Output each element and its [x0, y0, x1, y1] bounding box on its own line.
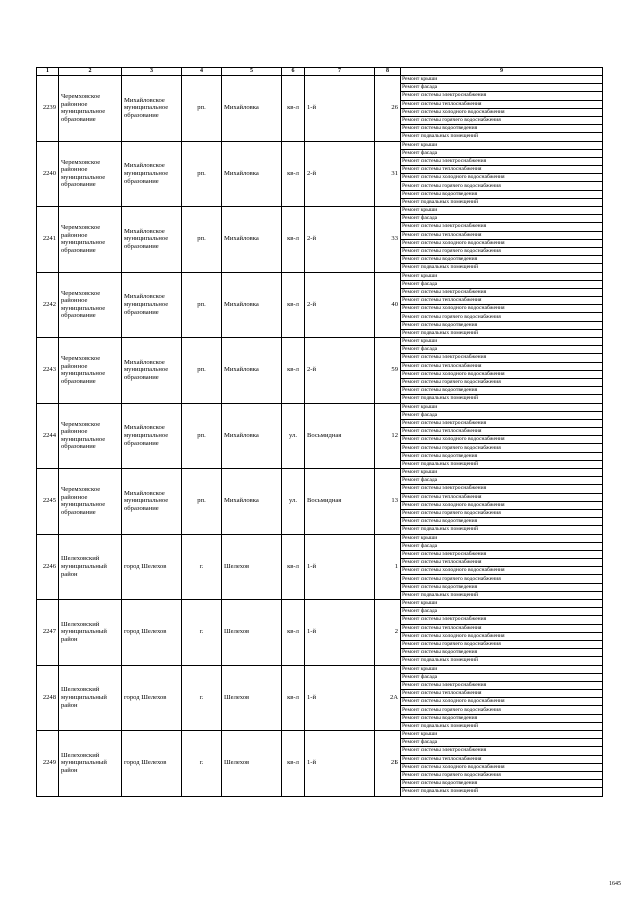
work-type-cell: Ремонт подвальных помещений: [401, 657, 603, 665]
house-number-cell: 13: [375, 469, 401, 535]
house-number-cell: 26: [375, 76, 401, 142]
work-type-cell: Ремонт системы холодного водоснабжения: [401, 370, 603, 378]
municipality-cell: город Шелехов: [122, 665, 182, 731]
work-type-cell: Ремонт системы теплоснабжения: [401, 231, 603, 239]
work-type-cell: Ремонт системы холодного водоснабжения: [401, 239, 603, 247]
work-type-cell: Ремонт системы электроснабжения: [401, 550, 603, 558]
street-cell: Восьмидная: [305, 403, 375, 469]
settlement-type-cell: рп.: [182, 76, 222, 142]
work-type-cell: Ремонт системы водоотведения: [401, 518, 603, 526]
work-type-cell: Ремонт системы водоотведения: [401, 452, 603, 460]
work-type-cell: Ремонт системы электроснабжения: [401, 354, 603, 362]
work-type-cell: Ремонт подвальных помещений: [401, 460, 603, 468]
col-header-3: 3: [122, 68, 182, 76]
work-type-cell: Ремонт системы электроснабжения: [401, 288, 603, 296]
settlement-type-cell: рп.: [182, 207, 222, 273]
work-type-cell: Ремонт крыши: [401, 207, 603, 215]
house-number-cell: 1: [375, 534, 401, 600]
municipality-cell: Михайловское муниципальное образование: [122, 76, 182, 142]
work-type-cell: Ремонт фасада: [401, 346, 603, 354]
district-cell: Черемховское районное муниципальное образование: [59, 76, 122, 142]
header-row: [37, 68, 603, 76]
work-type-cell: Ремонт подвальных помещений: [401, 526, 603, 534]
work-type-cell: Ремонт крыши: [401, 731, 603, 739]
district-cell: Черемховское районное муниципальное образование: [59, 403, 122, 469]
work-type-cell: Ремонт подвальных помещений: [401, 329, 603, 337]
street-type-cell: кв-л: [282, 141, 305, 207]
work-type-cell: Ремонт системы холодного водоснабжения: [401, 108, 603, 116]
work-type-cell: Ремонт системы теплоснабжения: [401, 624, 603, 632]
work-type-cell: Ремонт системы водоотведения: [401, 649, 603, 657]
work-type-cell: Ремонт подвальных помещений: [401, 264, 603, 272]
district-cell: Шелеховский муниципальный район: [59, 534, 122, 600]
street-cell: 1-й: [305, 665, 375, 731]
settlement-type-cell: рп.: [182, 141, 222, 207]
work-type-cell: Ремонт системы холодного водоснабжения: [401, 567, 603, 575]
settlement-cell: Шелехов: [222, 665, 282, 731]
settlement-type-cell: рп.: [182, 338, 222, 404]
municipality-cell: Михайловское муниципальное образование: [122, 207, 182, 273]
work-type-cell: Ремонт системы холодного водоснабжения: [401, 501, 603, 509]
work-type-cell: Ремонт системы холодного водоснабжения: [401, 436, 603, 444]
settlement-cell: Михайловка: [222, 272, 282, 338]
street-type-cell: кв-л: [282, 665, 305, 731]
record-number: 2243: [37, 338, 59, 404]
work-type-cell: Ремонт системы водоотведения: [401, 256, 603, 264]
work-type-cell: Ремонт системы холодного водоснабжения: [401, 305, 603, 313]
work-type-cell: Ремонт крыши: [401, 338, 603, 346]
col-header-8: 8: [375, 68, 401, 76]
table-row: [37, 534, 603, 542]
table-row: [37, 600, 603, 608]
house-number-cell: 59: [375, 338, 401, 404]
district-cell: Шелеховский муниципальный район: [59, 731, 122, 797]
work-type-cell: Ремонт фасада: [401, 411, 603, 419]
work-type-cell: Ремонт системы электроснабжения: [401, 157, 603, 165]
municipality-cell: Михайловское муниципальное образование: [122, 141, 182, 207]
work-type-cell: Ремонт фасада: [401, 280, 603, 288]
settlement-type-cell: г.: [182, 665, 222, 731]
house-number-cell: 2Б: [375, 731, 401, 797]
work-type-cell: Ремонт подвальных помещений: [401, 133, 603, 141]
settlement-cell: Михайловка: [222, 403, 282, 469]
settlement-cell: Шелехов: [222, 600, 282, 666]
street-cell: 2-й: [305, 207, 375, 273]
street-cell: 1-й: [305, 534, 375, 600]
work-type-cell: Ремонт подвальных помещений: [401, 722, 603, 730]
settlement-type-cell: рп.: [182, 272, 222, 338]
col-header-9: 9: [401, 68, 603, 76]
record-number: 2239: [37, 76, 59, 142]
record-number: 2244: [37, 403, 59, 469]
work-type-cell: Ремонт системы теплоснабжения: [401, 493, 603, 501]
work-type-cell: Ремонт фасада: [401, 215, 603, 223]
work-type-cell: Ремонт системы холодного водоснабжения: [401, 632, 603, 640]
col-header-4: 4: [182, 68, 222, 76]
work-type-cell: Ремонт системы теплоснабжения: [401, 755, 603, 763]
work-type-cell: Ремонт крыши: [401, 469, 603, 477]
work-type-cell: Ремонт системы горячего водоснабжения: [401, 247, 603, 255]
table-row: [37, 272, 603, 280]
work-type-cell: Ремонт крыши: [401, 141, 603, 149]
street-type-cell: кв-л: [282, 76, 305, 142]
street-cell: 2-й: [305, 272, 375, 338]
district-cell: Шелеховский муниципальный район: [59, 600, 122, 666]
work-type-cell: Ремонт системы холодного водоснабжения: [401, 174, 603, 182]
municipality-cell: Михайловское муниципальное образование: [122, 403, 182, 469]
municipality-cell: Михайловское муниципальное образование: [122, 338, 182, 404]
table-row: [37, 665, 603, 673]
settlement-cell: Михайловка: [222, 141, 282, 207]
street-type-cell: кв-л: [282, 338, 305, 404]
settlement-cell: Михайловка: [222, 207, 282, 273]
work-type-cell: Ремонт системы водоотведения: [401, 714, 603, 722]
district-cell: Черемховское районное муниципальное образование: [59, 469, 122, 535]
col-header-1: 1: [37, 68, 59, 76]
settlement-cell: Михайловка: [222, 338, 282, 404]
work-type-cell: Ремонт фасада: [401, 84, 603, 92]
municipality-cell: город Шелехов: [122, 534, 182, 600]
work-plan-table: [36, 67, 603, 797]
work-type-cell: Ремонт системы теплоснабжения: [401, 100, 603, 108]
work-type-cell: Ремонт системы теплоснабжения: [401, 559, 603, 567]
street-cell: 1-й: [305, 600, 375, 666]
work-type-cell: Ремонт крыши: [401, 272, 603, 280]
street-type-cell: ул.: [282, 469, 305, 535]
table-row: [37, 338, 603, 346]
settlement-cell: Михайловка: [222, 469, 282, 535]
street-cell: 1-й: [305, 731, 375, 797]
street-type-cell: кв-л: [282, 600, 305, 666]
street-type-cell: кв-л: [282, 207, 305, 273]
settlement-type-cell: рп.: [182, 403, 222, 469]
work-type-cell: Ремонт системы горячего водоснабжения: [401, 313, 603, 321]
settlement-type-cell: рп.: [182, 469, 222, 535]
work-type-cell: Ремонт системы теплоснабжения: [401, 166, 603, 174]
work-type-cell: Ремонт крыши: [401, 600, 603, 608]
work-type-cell: Ремонт подвальных помещений: [401, 395, 603, 403]
work-type-cell: Ремонт фасада: [401, 477, 603, 485]
table-row: [37, 207, 603, 215]
table-body: [37, 76, 603, 797]
work-type-cell: Ремонт системы водоотведения: [401, 387, 603, 395]
work-type-cell: Ремонт фасада: [401, 739, 603, 747]
house-number-cell: 31: [375, 141, 401, 207]
work-type-cell: Ремонт системы горячего водоснабжения: [401, 116, 603, 124]
work-type-cell: Ремонт подвальных помещений: [401, 591, 603, 599]
work-type-cell: Ремонт системы электроснабжения: [401, 747, 603, 755]
settlement-type-cell: г.: [182, 534, 222, 600]
work-type-cell: Ремонт системы теплоснабжения: [401, 690, 603, 698]
settlement-type-cell: г.: [182, 731, 222, 797]
work-type-cell: Ремонт системы электроснабжения: [401, 485, 603, 493]
col-header-6: 6: [282, 68, 305, 76]
work-type-cell: Ремонт крыши: [401, 403, 603, 411]
col-header-5: 5: [222, 68, 282, 76]
street-type-cell: ул.: [282, 403, 305, 469]
district-cell: Черемховское районное муниципальное образование: [59, 338, 122, 404]
house-number-cell: 12: [375, 403, 401, 469]
work-type-cell: Ремонт системы горячего водоснабжения: [401, 771, 603, 779]
table-row: [37, 731, 603, 739]
record-number: 2241: [37, 207, 59, 273]
record-number: 2240: [37, 141, 59, 207]
street-type-cell: кв-л: [282, 272, 305, 338]
district-cell: Шелеховский муниципальный район: [59, 665, 122, 731]
record-number: 2249: [37, 731, 59, 797]
work-type-cell: Ремонт системы холодного водоснабжения: [401, 698, 603, 706]
house-number-cell: 33: [375, 207, 401, 273]
table-row: [37, 76, 603, 84]
work-type-cell: Ремонт системы горячего водоснабжения: [401, 182, 603, 190]
street-type-cell: кв-л: [282, 731, 305, 797]
house-number-cell: 2А: [375, 665, 401, 731]
work-type-cell: Ремонт системы теплоснабжения: [401, 362, 603, 370]
record-number: 2248: [37, 665, 59, 731]
work-type-cell: Ремонт системы водоотведения: [401, 780, 603, 788]
work-type-cell: Ремонт системы водоотведения: [401, 321, 603, 329]
work-type-cell: Ремонт крыши: [401, 665, 603, 673]
work-type-cell: Ремонт системы горячего водоснабжения: [401, 575, 603, 583]
work-type-cell: Ремонт системы электроснабжения: [401, 616, 603, 624]
work-type-cell: Ремонт фасада: [401, 149, 603, 157]
work-type-cell: Ремонт системы горячего водоснабжения: [401, 509, 603, 517]
house-number-cell: 2: [375, 600, 401, 666]
municipality-cell: Михайловское муниципальное образование: [122, 272, 182, 338]
work-type-cell: Ремонт системы горячего водоснабжения: [401, 444, 603, 452]
work-type-cell: Ремонт системы горячего водоснабжения: [401, 640, 603, 648]
page-number: 1645: [609, 881, 621, 887]
col-header-7: 7: [305, 68, 375, 76]
street-cell: 2-й: [305, 141, 375, 207]
work-type-cell: Ремонт системы холодного водоснабжения: [401, 763, 603, 771]
record-number: 2242: [37, 272, 59, 338]
settlement-cell: Шелехов: [222, 534, 282, 600]
work-type-cell: Ремонт системы горячего водоснабжения: [401, 706, 603, 714]
district-cell: Черемховское районное муниципальное образование: [59, 272, 122, 338]
work-type-cell: Ремонт подвальных помещений: [401, 788, 603, 796]
work-type-cell: Ремонт системы водоотведения: [401, 583, 603, 591]
district-cell: Черемховское районное муниципальное образование: [59, 141, 122, 207]
street-type-cell: кв-л: [282, 534, 305, 600]
district-cell: Черемховское районное муниципальное образование: [59, 207, 122, 273]
record-number: 2245: [37, 469, 59, 535]
record-number: 2247: [37, 600, 59, 666]
work-type-cell: Ремонт системы электроснабжения: [401, 223, 603, 231]
municipality-cell: город Шелехов: [122, 731, 182, 797]
col-header-2: 2: [59, 68, 122, 76]
work-type-cell: Ремонт фасада: [401, 673, 603, 681]
municipality-cell: Михайловское муниципальное образование: [122, 469, 182, 535]
table-row: [37, 469, 603, 477]
work-type-cell: Ремонт системы электроснабжения: [401, 92, 603, 100]
record-number: 2246: [37, 534, 59, 600]
work-type-cell: Ремонт фасада: [401, 608, 603, 616]
street-cell: Восьмидная: [305, 469, 375, 535]
street-cell: 1-й: [305, 76, 375, 142]
settlement-cell: Шелехов: [222, 731, 282, 797]
street-cell: 2-й: [305, 338, 375, 404]
work-type-cell: Ремонт системы электроснабжения: [401, 419, 603, 427]
work-type-cell: Ремонт системы теплоснабжения: [401, 297, 603, 305]
settlement-type-cell: г.: [182, 600, 222, 666]
settlement-cell: Михайловка: [222, 76, 282, 142]
table-row: [37, 141, 603, 149]
work-type-cell: Ремонт подвальных помещений: [401, 198, 603, 206]
work-type-cell: Ремонт крыши: [401, 76, 603, 84]
work-type-cell: Ремонт системы теплоснабжения: [401, 428, 603, 436]
work-type-cell: Ремонт системы водоотведения: [401, 125, 603, 133]
work-type-cell: Ремонт системы водоотведения: [401, 190, 603, 198]
work-type-cell: Ремонт системы горячего водоснабжения: [401, 378, 603, 386]
table-row: [37, 403, 603, 411]
work-type-cell: Ремонт системы электроснабжения: [401, 681, 603, 689]
house-number-cell: 40: [375, 272, 401, 338]
work-type-cell: Ремонт крыши: [401, 534, 603, 542]
work-type-cell: Ремонт фасада: [401, 542, 603, 550]
municipality-cell: город Шелехов: [122, 600, 182, 666]
